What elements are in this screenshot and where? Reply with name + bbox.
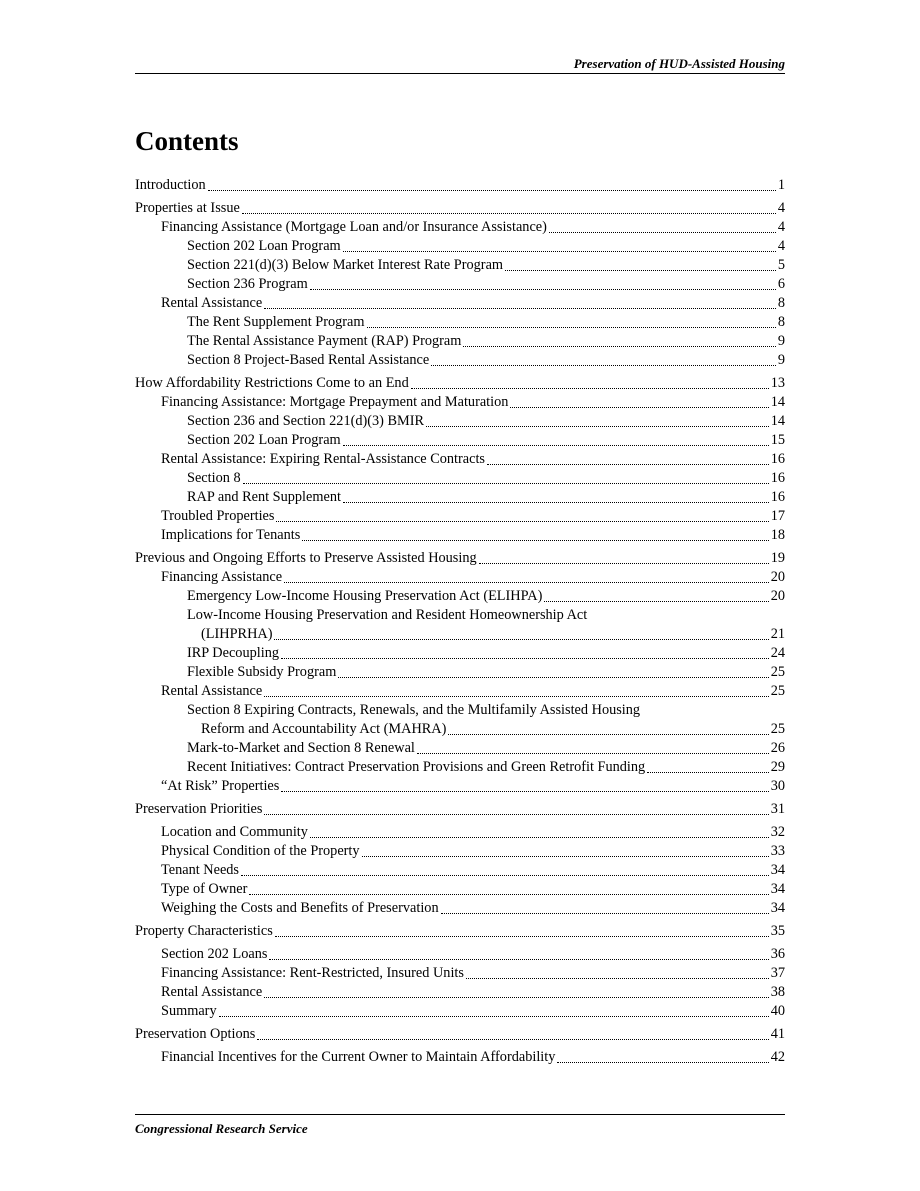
toc-dot-leader [431,365,776,366]
toc-entry[interactable] [135,313,785,332]
table-of-contents [135,176,785,1067]
toc-entry-title: Financing Assistance [161,569,283,585]
toc-entry[interactable] [135,922,785,941]
toc-entry[interactable] [135,777,785,796]
toc-entry-page: 25 [770,683,785,699]
toc-entry-page: 8 [777,295,785,311]
toc-entry-title: (LIHPRHA) [201,626,273,642]
toc-entry[interactable] [135,549,785,568]
toc-dot-leader [242,213,776,214]
toc-entry-title: Section 236 Program [187,276,308,292]
toc-entry[interactable] [135,682,785,701]
toc-entry-title: Mark-to-Market and Section 8 Renewal [187,740,415,756]
toc-dot-leader [417,753,769,754]
toc-entry-page: 25 [770,721,785,737]
toc-dot-leader [367,327,776,328]
toc-dot-leader [466,978,769,979]
toc-entry[interactable] [135,351,785,370]
toc-entry-page: 14 [770,394,785,410]
toc-entry-page: 18 [770,527,785,543]
toc-dot-leader [426,426,769,427]
page-title: Contents [135,126,239,156]
running-header-title: Preservation of HUD-Assisted Housing [573,56,785,71]
toc-entry[interactable] [135,606,785,625]
toc-entry-title: Low-Income Housing Preservation and Resident Homeownership Act [187,607,588,623]
toc-entry-title: Weighing the Costs and Benefits of Preservation [161,900,439,916]
toc-entry[interactable] [135,945,785,964]
toc-entry-page: 41 [770,1026,785,1042]
toc-entry-title: The Rent Supplement Program [187,314,365,330]
toc-entry-title: Financial Incentives for the Current Owner to Maintain Affordability [161,1049,556,1065]
toc-entry[interactable] [135,823,785,842]
toc-entry[interactable] [135,1048,785,1067]
toc-entry-title: Section 8 Project-Based Rental Assistance [187,352,430,368]
toc-entry[interactable] [135,199,785,218]
toc-entry-title: Emergency Low-Income Housing Preservation Act (ELIHPA) [187,588,543,604]
running-footer [135,1114,785,1137]
toc-entry-title: Section 236 and Section 221(d)(3) BMIR [187,413,425,429]
toc-entry[interactable] [135,412,785,431]
toc-entry-page: 9 [777,333,785,349]
toc-entry-page: 25 [770,664,785,680]
toc-entry-page: 36 [770,946,785,962]
toc-entry-title: Tenant Needs [161,862,239,878]
toc-entry-title: Section 221(d)(3) Below Market Interest Rate Program [187,257,504,273]
toc-entry-page: 42 [770,1049,785,1065]
toc-entry-page: 31 [770,801,785,817]
toc-dot-leader [284,582,769,583]
toc-entry[interactable] [135,256,785,275]
toc-entry-title: Section 202 Loan Program [187,432,341,448]
toc-entry-page: 5 [777,257,785,273]
toc-entry[interactable] [135,701,785,720]
toc-entry-title: Property Characteristics [135,923,273,939]
toc-dot-leader [505,270,776,271]
toc-entry-page: 16 [770,470,785,486]
toc-dot-leader [241,875,769,876]
toc-entry-page: 4 [777,238,785,254]
toc-entry-page: 14 [770,413,785,429]
toc-entry-page: 13 [770,375,785,391]
toc-entry[interactable] [135,842,785,861]
toc-dot-leader [264,696,768,697]
running-footer-source: Congressional Research Service [135,1121,308,1136]
toc-dot-leader [208,190,776,191]
toc-entry[interactable] [135,625,785,644]
toc-dot-leader [264,997,768,998]
toc-entry[interactable] [135,568,785,587]
toc-dot-leader [441,913,769,914]
toc-entry-title: Financing Assistance: Rent-Restricted, Insured Units [161,965,464,981]
toc-entry[interactable] [135,644,785,663]
toc-entry[interactable] [135,450,785,469]
toc-entry-page: 37 [770,965,785,981]
toc-entry-page: 29 [770,759,785,775]
toc-entry[interactable] [135,861,785,880]
toc-entry-title: Physical Condition of the Property [161,843,360,859]
toc-dot-leader [249,894,768,895]
toc-entry-page: 8 [777,314,785,330]
toc-entry-title: Rental Assistance [161,683,263,699]
toc-entry-page: 40 [770,1003,785,1019]
toc-entry[interactable] [135,275,785,294]
toc-entry-title: RAP and Rent Supplement [187,489,341,505]
toc-entry[interactable] [135,739,785,758]
toc-dot-leader [310,289,776,290]
toc-dot-leader [544,601,768,602]
toc-entry-title: Rental Assistance [161,295,263,311]
toc-entry-title: Type of Owner [161,881,248,897]
toc-entry-page: 26 [770,740,785,756]
toc-entry-page: 15 [770,432,785,448]
toc-entry-title: IRP Decoupling [187,645,279,661]
toc-entry[interactable] [135,663,785,682]
toc-entry-title: Preservation Options [135,1026,256,1042]
toc-entry-title: How Affordability Restrictions Come to an End [135,375,409,391]
toc-dot-leader [510,407,768,408]
toc-dot-leader [343,502,769,503]
toc-dot-leader [647,772,768,773]
toc-entry[interactable] [135,332,785,351]
toc-dot-leader [264,308,776,309]
toc-entry-page: 30 [770,778,785,794]
toc-dot-leader [463,346,775,347]
toc-dot-leader [448,734,768,735]
toc-entry[interactable] [135,758,785,777]
toc-entry[interactable] [135,880,785,899]
toc-dot-leader [275,936,769,937]
toc-entry-title: Financing Assistance (Mortgage Loan and/or Insurance Assistance) [161,219,547,235]
toc-entry-page: 34 [770,881,785,897]
toc-entry-page: 9 [777,352,785,368]
toc-entry-page: 4 [777,200,785,216]
toc-dot-leader [557,1062,768,1063]
toc-entry[interactable] [135,237,785,256]
toc-entry-page: 20 [770,588,785,604]
toc-entry-title: Previous and Ongoing Efforts to Preserve Assisted Housing [135,550,477,566]
toc-entry-title: The Rental Assistance Payment (RAP) Program [187,333,462,349]
toc-dot-leader [362,856,769,857]
toc-entry-page: 1 [777,177,785,193]
toc-dot-leader [343,445,769,446]
toc-entry-page: 20 [770,569,785,585]
toc-dot-leader [219,1016,769,1017]
toc-entry-title: Section 202 Loans [161,946,268,962]
toc-entry-title: Rental Assistance [161,984,263,1000]
toc-entry-page: 32 [770,824,785,840]
toc-entry[interactable] [135,720,785,739]
running-header [135,56,785,74]
toc-entry[interactable] [135,176,785,195]
toc-entry-page: 34 [770,900,785,916]
toc-entry[interactable] [135,393,785,412]
toc-entry-page: 16 [770,489,785,505]
toc-dot-leader [549,232,776,233]
toc-entry-page: 17 [770,508,785,524]
toc-entry-title: Properties at Issue [135,200,240,216]
toc-entry[interactable] [135,587,785,606]
toc-entry-title: Section 8 Expiring Contracts, Renewals, and the Multifamily Assisted Housing [187,702,641,718]
toc-dot-leader [269,959,768,960]
toc-dot-leader [281,791,768,792]
toc-entry[interactable] [135,469,785,488]
toc-entry-title: “At Risk” Properties [161,778,280,794]
toc-entry-page: 21 [770,626,785,642]
toc-entry[interactable] [135,294,785,313]
toc-dot-leader [257,1039,768,1040]
toc-dot-leader [338,677,768,678]
toc-entry-page: 6 [777,276,785,292]
toc-entry-title: Section 202 Loan Program [187,238,341,254]
toc-entry[interactable] [135,1025,785,1044]
toc-entry-title: Section 8 [187,470,241,486]
toc-dot-leader [302,540,768,541]
toc-entry[interactable] [135,526,785,545]
toc-entry-title: Financing Assistance: Mortgage Prepayment and Maturation [161,394,509,410]
toc-dot-leader [479,563,769,564]
toc-entry-title: Summary [161,1003,217,1019]
toc-entry-page: 33 [770,843,785,859]
toc-entry-title: Recent Initiatives: Contract Preservation Provisions and Green Retrofit Funding [187,759,646,775]
toc-entry[interactable] [135,374,785,393]
toc-dot-leader [281,658,769,659]
toc-entry[interactable] [135,1002,785,1021]
toc-dot-leader [243,483,769,484]
toc-entry[interactable] [135,800,785,819]
toc-entry-page: 4 [777,219,785,235]
toc-entry[interactable] [135,983,785,1002]
toc-entry[interactable] [135,431,785,450]
toc-dot-leader [343,251,776,252]
toc-entry-page: 19 [770,550,785,566]
toc-entry-page: 24 [770,645,785,661]
toc-dot-leader [274,639,768,640]
toc-entry-title: Introduction [135,177,206,193]
toc-dot-leader [411,388,769,389]
toc-dot-leader [487,464,769,465]
toc-entry[interactable] [135,899,785,918]
toc-entry-title: Preservation Priorities [135,801,263,817]
toc-entry[interactable] [135,964,785,983]
toc-dot-leader [276,521,768,522]
toc-entry-page: 16 [770,451,785,467]
toc-dot-leader [264,814,768,815]
toc-entry[interactable] [135,507,785,526]
toc-entry-page: 38 [770,984,785,1000]
toc-entry-title: Troubled Properties [161,508,275,524]
toc-dot-leader [310,837,769,838]
toc-entry-page: 35 [770,923,785,939]
toc-entry-title: Rental Assistance: Expiring Rental-Assistance Contracts [161,451,485,467]
toc-entry[interactable] [135,488,785,507]
toc-entry-title: Reform and Accountability Act (MAHRA) [201,721,447,737]
toc-entry[interactable] [135,218,785,237]
toc-entry-title: Location and Community [161,824,308,840]
toc-entry-page: 34 [770,862,785,878]
toc-entry-title: Flexible Subsidy Program [187,664,337,680]
toc-entry-title: Implications for Tenants [161,527,301,543]
